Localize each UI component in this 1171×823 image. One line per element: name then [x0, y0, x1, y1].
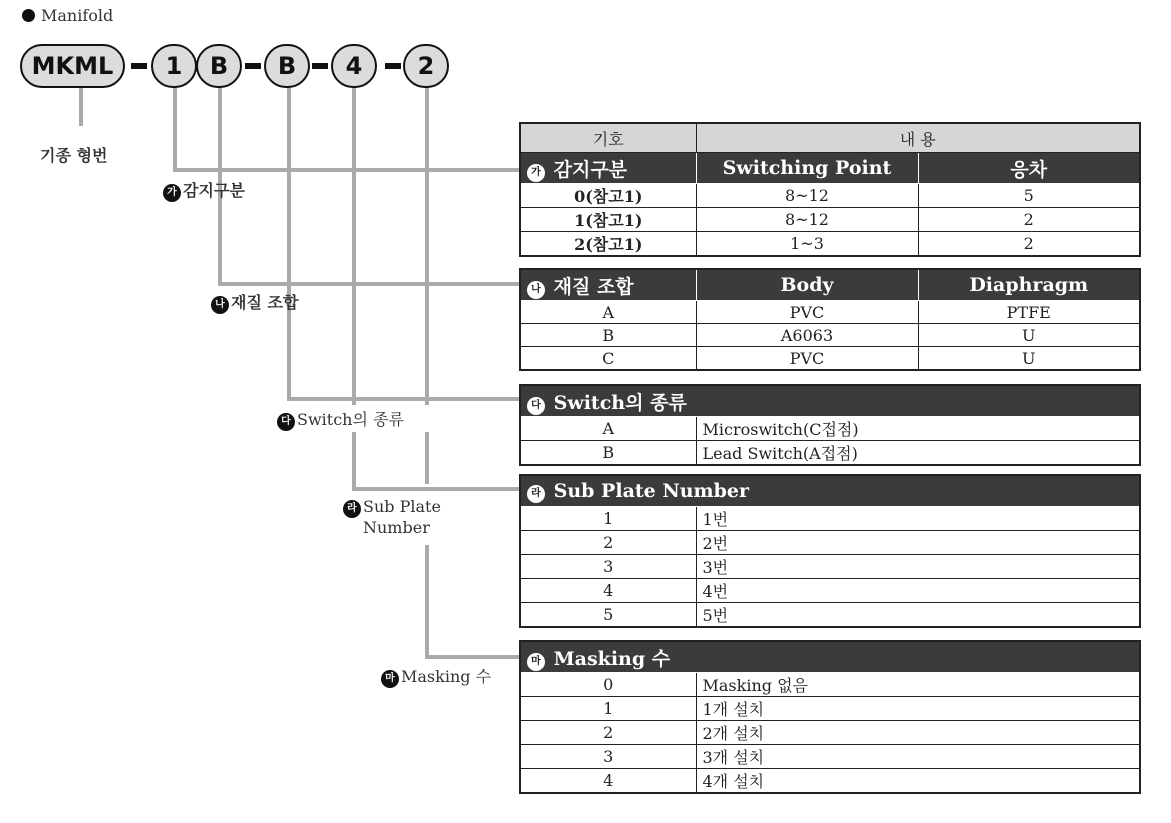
connector-ma-v2: [425, 432, 429, 484]
row-diff: 2: [918, 208, 1140, 232]
row-point: 8~12: [696, 184, 918, 208]
row-code: 5: [520, 603, 696, 628]
connector-ma-v: [425, 86, 429, 405]
mark-ra-icon: 라: [343, 500, 361, 518]
bullet-icon: [22, 9, 35, 22]
table-row: [520, 301, 1140, 324]
row-code: 4: [520, 769, 696, 794]
label-ra: [343, 497, 441, 537]
row-point: 1~3: [696, 232, 918, 257]
row-desc: 2개 설치: [696, 721, 1140, 745]
table-row: [520, 745, 1140, 769]
row-body: PVC: [696, 301, 918, 324]
row-code: B: [520, 441, 696, 466]
code-dash: [131, 63, 147, 69]
table-title: [520, 641, 1140, 673]
table-row: [520, 324, 1140, 347]
row-desc: 1번: [696, 507, 1140, 531]
row-code: 0(참고1): [520, 184, 696, 208]
connector-na-h: [218, 282, 519, 286]
header-symbol: 기호: [520, 123, 696, 153]
table-row: [520, 531, 1140, 555]
row-diff: 5: [918, 184, 1140, 208]
row-body: PVC: [696, 347, 918, 371]
label-ra-line1: Sub Plate: [363, 497, 441, 516]
table-row: [520, 441, 1140, 466]
table-title: [520, 385, 1140, 417]
row-code: 0: [520, 673, 696, 697]
code-pill-da: B: [264, 44, 310, 88]
diagram-title: [22, 6, 113, 25]
connector-ra-h: [352, 487, 519, 491]
row-desc: 3번: [696, 555, 1140, 579]
table-title-row: [520, 269, 1140, 301]
table-row: [520, 697, 1140, 721]
table-title-text: 재질 조합: [553, 275, 634, 298]
connector-ra-v2: [352, 432, 356, 490]
code-dash: [312, 63, 328, 69]
connector-ga-v: [173, 86, 177, 172]
row-diff: 2: [918, 232, 1140, 257]
col-header: Switching Point: [696, 153, 918, 184]
table-sub-plate: [519, 474, 1141, 628]
table-title-row: [520, 385, 1140, 417]
row-code: 1: [520, 697, 696, 721]
table-title: [520, 475, 1140, 507]
table-row: [520, 417, 1140, 441]
table-title-text: 감지구분: [553, 158, 628, 181]
table-row: [520, 603, 1140, 628]
table-material: [519, 268, 1141, 371]
row-diaphragm: U: [918, 324, 1140, 347]
row-diaphragm: U: [918, 347, 1140, 371]
table-title-text: Switch의 종류: [553, 391, 687, 414]
table-row: [520, 208, 1140, 232]
row-desc: 4번: [696, 579, 1140, 603]
connector-da-h: [287, 397, 519, 401]
table-switch-type: [519, 384, 1141, 466]
label-da-text: Switch의 종류: [297, 410, 404, 429]
code-dash: [245, 63, 261, 69]
title-text: Manifold: [41, 6, 114, 25]
table-row: [520, 721, 1140, 745]
row-code: 3: [520, 745, 696, 769]
mark-ma-icon: 마: [527, 653, 545, 671]
mark-ra-icon: 라: [527, 485, 545, 503]
row-code: 2: [520, 721, 696, 745]
row-diaphragm: PTFE: [918, 301, 1140, 324]
label-na-text: 재질 조합: [231, 293, 299, 312]
mark-ma-icon: 마: [381, 670, 399, 688]
code-pill-na: B: [196, 44, 242, 88]
connector-ma-h: [425, 655, 519, 659]
row-code: 2: [520, 531, 696, 555]
row-desc: Masking 없음: [696, 673, 1140, 697]
row-code: 4: [520, 579, 696, 603]
row-body: A6063: [696, 324, 918, 347]
code-pill-base: MKML: [20, 44, 125, 88]
table-row: [520, 232, 1140, 257]
mark-ga-icon: 가: [163, 184, 181, 202]
row-code: A: [520, 417, 696, 441]
label-ra-line2: Number: [363, 518, 430, 537]
connector-ga-h: [173, 168, 519, 172]
label-ma-text: Masking 수: [401, 667, 492, 686]
col-header: Body: [696, 269, 918, 301]
table-title: [520, 269, 696, 301]
mark-ga-icon: 가: [527, 164, 545, 182]
row-code: 1: [520, 507, 696, 531]
table-title-row: [520, 153, 1140, 184]
table-sensing: [519, 122, 1141, 257]
label-na: [211, 290, 298, 314]
col-header: Diaphragm: [918, 269, 1140, 301]
connector-da-v: [287, 86, 291, 401]
row-code: A: [520, 301, 696, 324]
mark-na-icon: 나: [211, 296, 229, 314]
mark-da-icon: 다: [277, 413, 295, 431]
row-desc: Lead Switch(A접점): [696, 441, 1140, 466]
code-dash: [385, 63, 401, 69]
row-desc: 3개 설치: [696, 745, 1140, 769]
code-pill-ma: 2: [403, 44, 449, 88]
connector-base: [79, 86, 83, 126]
table-row: [520, 673, 1140, 697]
row-code: 1(참고1): [520, 208, 696, 232]
table-title-text: Sub Plate Number: [553, 479, 750, 502]
table-row: [520, 507, 1140, 531]
row-code: B: [520, 324, 696, 347]
table-title-row: [520, 475, 1140, 507]
label-da: [277, 407, 404, 431]
row-desc: 1개 설치: [696, 697, 1140, 721]
connector-ma-v3: [425, 545, 429, 659]
base-label: 기종 형번: [40, 146, 108, 165]
label-ga: [163, 178, 245, 202]
row-desc: 2번: [696, 531, 1140, 555]
mark-na-icon: 나: [527, 281, 545, 299]
table-row: [520, 769, 1140, 794]
table-title-text: Masking 수: [553, 647, 671, 670]
row-code: 3: [520, 555, 696, 579]
header-content: 내 용: [696, 123, 1140, 153]
table-header-row: [520, 123, 1140, 153]
row-code: 2(참고1): [520, 232, 696, 257]
connector-ra-v: [352, 86, 356, 405]
table-row: [520, 579, 1140, 603]
table-title-row: [520, 641, 1140, 673]
table-row: [520, 555, 1140, 579]
row-desc: 4개 설치: [696, 769, 1140, 794]
table-row: [520, 184, 1140, 208]
row-desc: Microswitch(C접점): [696, 417, 1140, 441]
label-ga-text: 감지구분: [183, 181, 245, 200]
code-pill-ga: 1: [151, 44, 197, 88]
table-title: [520, 153, 696, 184]
col-header: 응차: [918, 153, 1140, 184]
row-point: 8~12: [696, 208, 918, 232]
row-code: C: [520, 347, 696, 371]
table-masking: [519, 640, 1141, 794]
table-row: [520, 347, 1140, 371]
code-pill-ra: 4: [331, 44, 377, 88]
label-ma: [381, 664, 491, 688]
row-desc: 5번: [696, 603, 1140, 628]
mark-da-icon: 다: [527, 397, 545, 415]
